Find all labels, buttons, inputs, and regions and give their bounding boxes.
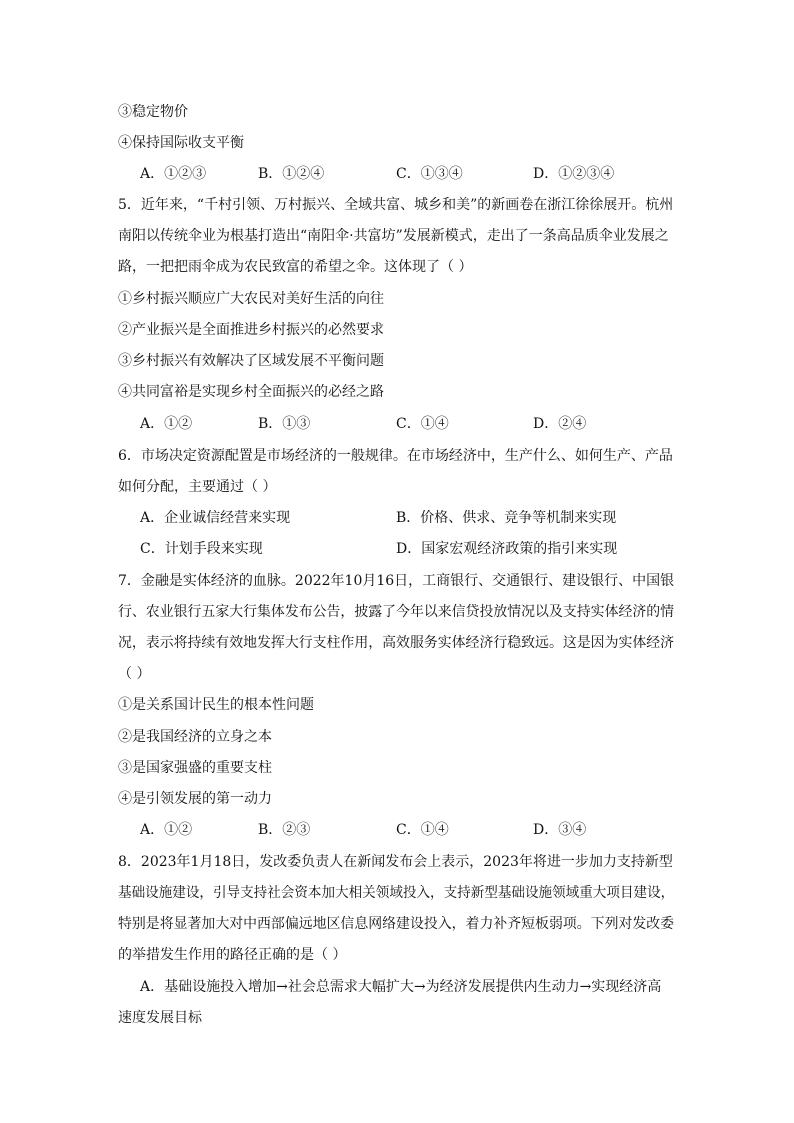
q7-stem-line-4: （ ） bbox=[118, 666, 151, 682]
q6-option-d: D．国家宏观经济政策的指引来实现 bbox=[396, 541, 618, 557]
q6-option-b: B．价格、供求、竞争等机制来实现 bbox=[396, 510, 617, 526]
q7-statement-4: ④是引领发展的第一动力 bbox=[118, 791, 272, 807]
q5-option-b: B．①③ bbox=[258, 416, 311, 432]
q4-option-d: D．①②③④ bbox=[533, 166, 615, 182]
q7-stem-line-3: 况，表示将持续有效地发挥大行支柱作用，高效服务实体经济行稳致远。这是因为实体经济 bbox=[118, 635, 675, 651]
q5-statement-4: ④共同富裕是实现乡村全面振兴的必经之路 bbox=[118, 384, 384, 400]
q8-stem-line-2: 基础设施建设，引导支持社会资本加大相关领域投入，支持新型基础设施领域重大项目建设， bbox=[118, 885, 675, 901]
q7-option-d: D．③④ bbox=[533, 822, 587, 838]
q6-stem-line-1: 6．市场决定资源配置是市场经济的一般规律。在市场经济中，生产什么、如何生产、产品 bbox=[118, 448, 673, 464]
q4-statement-4: ④保持国际收支平衡 bbox=[118, 135, 244, 151]
q5-option-a: A．①② bbox=[140, 416, 193, 432]
q7-statement-3: ③是国家强盛的重要支柱 bbox=[118, 760, 272, 776]
q5-option-c: C．①④ bbox=[396, 416, 449, 432]
q7-statement-1: ①是关系国计民生的根本性问题 bbox=[118, 697, 314, 713]
q5-stem-line-1: 5．近年来，“千村引领、万村振兴、全域共富、城乡和美”的新画卷在浙江徐徐展开。杭州 bbox=[118, 197, 674, 213]
q5-stem-line-3: 路，一把把雨伞成为农民致富的希望之伞。这体现了（ ） bbox=[118, 259, 473, 275]
q4-option-c: C．①③④ bbox=[396, 166, 463, 182]
q8-stem-line-3: 特别是将显著加大对中西部偏远地区信息网络建设投入，着力补齐短板弱项。下列对发改委 bbox=[118, 916, 675, 932]
q7-option-c: C．①④ bbox=[396, 822, 449, 838]
q5-stem-line-2: 南阳以传统伞业为根基打造出“南阳伞·共富坊”发展新模式，走出了一条高品质伞业发展之 bbox=[118, 228, 669, 244]
q5-statement-1: ①乡村振兴顺应广大农民对美好生活的向往 bbox=[118, 291, 384, 307]
q5-option-d: D．②④ bbox=[533, 416, 587, 432]
q5-statement-2: ②产业振兴是全面推进乡村振兴的必然要求 bbox=[118, 322, 384, 338]
q8-option-a-line-2: 速度发展目标 bbox=[118, 1010, 202, 1026]
q6-option-a: A．企业诚信经营来实现 bbox=[140, 510, 291, 526]
q7-option-b: B．②③ bbox=[258, 822, 311, 838]
q4-statement-3: ③稳定物价 bbox=[118, 104, 188, 120]
q8-stem-line-4: 的举措发生作用的路径正确的是（ ） bbox=[118, 947, 347, 963]
q5-statement-3: ③乡村振兴有效解决了区域发展不平衡问题 bbox=[118, 353, 384, 369]
q7-stem-line-2: 行、农业银行五家大行集体发布公告，披露了今年以来信贷投放情况以及支持实体经济的情 bbox=[118, 604, 675, 620]
q8-option-a-line-1: A．基础设施投入增加→社会总需求大幅扩大→为经济发展提供内生动力→实现经济高 bbox=[140, 979, 662, 995]
q4-option-a: A．①②③ bbox=[140, 166, 207, 182]
q4-option-b: B．①②④ bbox=[258, 166, 325, 182]
q7-statement-2: ②是我国经济的立身之本 bbox=[118, 729, 272, 745]
q8-stem-line-1: 8．2023年1月18日，发改委负责人在新闻发布会上表示，2023年将进一步加力支持新型 bbox=[118, 854, 673, 870]
q6-option-c: C．计划手段来实现 bbox=[140, 541, 263, 557]
q7-stem-line-1: 7．金融是实体经济的血脉。2022年10月16日，工商银行、交通银行、建设银行、中国银 bbox=[118, 573, 675, 589]
q6-stem-line-2: 如何分配，主要通过（ ） bbox=[118, 479, 277, 495]
q7-option-a: A．①② bbox=[140, 822, 193, 838]
